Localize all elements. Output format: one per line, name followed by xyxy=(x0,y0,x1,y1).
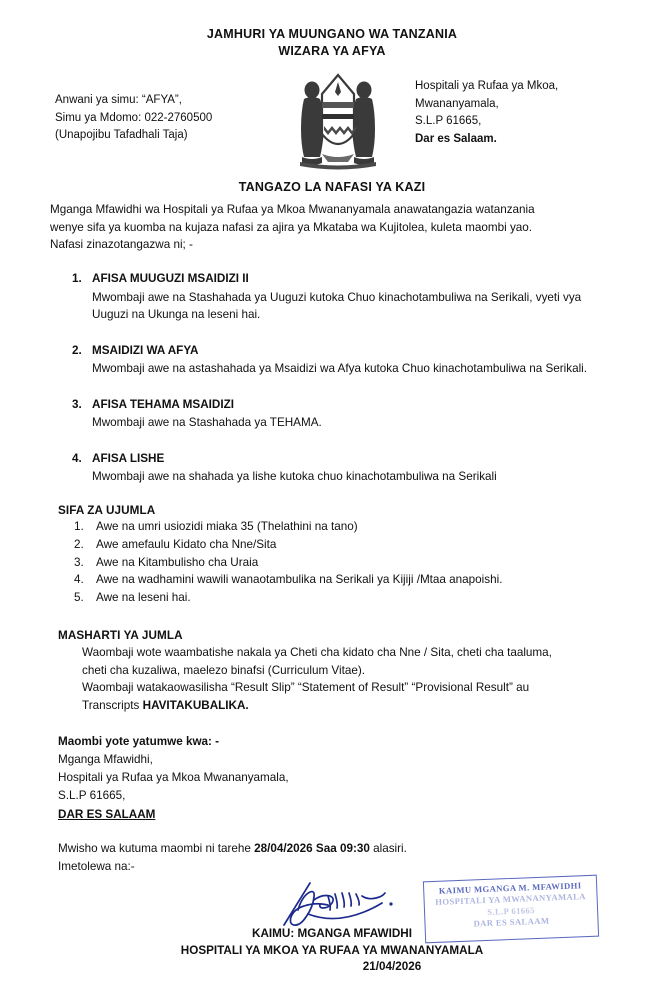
intro-line-3: Nafasi zinazotangazwa ni; - xyxy=(50,238,193,252)
deadline-datetime: 28/04/2026 Saa 09:30 xyxy=(254,841,370,855)
position-item xyxy=(0,270,664,324)
position-number: 3. xyxy=(72,397,82,411)
stamp-line-2: HOSPITALI YA MWANANYAMALA xyxy=(435,891,587,908)
position-title: AFISA MUUGUZI MSAIDIZI II xyxy=(92,272,249,286)
signatory-institution: HOSPITALI YA MKOA YA RUFAA YA MWANANYAMALA xyxy=(180,943,484,957)
application-address-city: DAR ES SALAAM xyxy=(58,807,156,821)
qualification-index: 1. xyxy=(74,520,84,534)
qualification-text: Awe amefaulu Kidato cha Nne/Sita xyxy=(96,537,277,551)
general-conditions-section xyxy=(0,629,664,715)
condition-paragraph-2-text: Waombaji watakaowasilisha “Result Slip” “Statement of Result” “Provisional Result” au Transcripts xyxy=(82,681,530,713)
condition-emphasis: HAVITAKUBALIKA. xyxy=(142,699,249,713)
general-conditions-body xyxy=(82,644,664,715)
hospital-city-line: Dar es Salaam. xyxy=(415,133,497,146)
application-address-line-3: S.L.P 61665, xyxy=(58,789,126,803)
signature-zone xyxy=(0,878,664,990)
qualification-index: 3. xyxy=(74,555,84,569)
signature-caption xyxy=(0,926,664,976)
issued-by-label: Imetolewa na:- xyxy=(58,859,135,873)
general-conditions-heading: MASHARTI YA JUMLA xyxy=(58,628,183,642)
notice-title: TANGAZO LA NAFASI YA KAZI xyxy=(238,179,426,194)
qualification-text: Awe na leseni hai. xyxy=(96,591,191,605)
letterhead-row xyxy=(0,72,664,170)
application-address-line-2: Hospitali ya Rufaa ya Mkoa Mwananyamala, xyxy=(58,771,289,785)
intro-line-2: wenye sifa ya kuomba na kujaza nafasi za ajira ya Mkataba wa Kujitolea, kuleta maombi yao. xyxy=(50,220,533,234)
application-address-line-1: Mganga Mfawidhi, xyxy=(58,753,153,767)
position-description: Mwombaji awe na astashahada ya Msaidizi wa Afya kutoka Chuo kinachotambuliwa na Serikali. xyxy=(92,362,588,376)
qualification-item xyxy=(0,518,664,536)
ministry-title: WIZARA YA AFYA xyxy=(278,43,386,58)
signatory-title: KAIMU: MGANGA MFAWIDHI xyxy=(252,926,412,940)
position-description: Mwombaji awe na Stashahada ya Uuguzi kutoka Chuo kinachotambuliwa na Serikali, vyeti vya Uuguzi na Ukunga na leseni hai. xyxy=(92,290,582,322)
reply-note-line: (Unapojibu Tafadhali Taja) xyxy=(55,129,188,142)
qualification-index: 4. xyxy=(74,573,84,587)
position-item xyxy=(0,396,664,432)
phone-line: Simu ya Mdomo: 022-2760500 xyxy=(55,111,213,124)
handwritten-signature-icon xyxy=(278,880,428,928)
qualification-text: Awe na Kitambulisho cha Uraia xyxy=(96,555,259,569)
signature-date: 21/04/2026 xyxy=(362,960,422,974)
condition-paragraph-1: Waombaji wote waambatishe nakala ya Cheti cha kidato cha Nne / Sita, cheti cha taaluma, cheti cha kuzaliwa, maelezo binafsi (Curriculum Vitae). xyxy=(82,645,552,677)
position-number: 2. xyxy=(72,343,82,357)
position-number: 1. xyxy=(72,272,82,286)
position-item xyxy=(0,450,664,486)
positions-list xyxy=(0,270,664,486)
stamp-line-3: S.L.P 61665 xyxy=(487,904,536,917)
deadline-line xyxy=(58,840,664,858)
hospital-address-block xyxy=(415,78,558,149)
general-qualifications-heading: SIFA ZA UJUMLA xyxy=(58,504,156,518)
condition-paragraph-2 xyxy=(82,679,554,715)
qualification-item xyxy=(0,571,664,589)
qualification-text: Awe na umri usiozidi miaka 35 (Thelathini na tano) xyxy=(96,520,358,534)
stamp-line-1: KAIMU MGANGA M. MFAWIDHI xyxy=(438,880,582,896)
qualification-text: Awe na wadhamini wawili wanaotambulika na Serikali ya Kijiji /Mtaa anapoishi. xyxy=(96,573,503,587)
country-title: JAMHURI YA MUUNGANO WA TANZANIA xyxy=(206,27,458,41)
qualification-item xyxy=(0,554,664,572)
qualification-item xyxy=(0,589,664,607)
intro-line-1: Mganga Mfawidhi wa Hospitali ya Rufaa ya Mkoa Mwananyamala anawatangazia watanzania xyxy=(50,202,535,216)
deadline-block xyxy=(58,840,664,876)
general-qualifications-section xyxy=(0,504,664,607)
ministry-header xyxy=(0,0,664,60)
qualification-index: 5. xyxy=(74,591,84,605)
notice-intro xyxy=(50,201,614,254)
qualification-index: 2. xyxy=(74,537,84,551)
qualification-item xyxy=(0,536,664,554)
stamp-line-4: DAR ES SALAAM xyxy=(473,915,550,929)
hospital-locality-line: Mwananyamala, xyxy=(415,97,499,110)
position-number: 4. xyxy=(72,451,82,465)
position-title: AFISA LISHE xyxy=(92,451,165,465)
general-qualifications-list xyxy=(0,518,664,607)
tanzania-coat-of-arms-icon xyxy=(292,72,384,170)
deadline-suffix: alasiri. xyxy=(369,841,407,855)
position-title: AFISA TEHAMA MSAIDIZI xyxy=(92,397,234,411)
telegraphic-address-line: Anwani ya simu: “AFYA”, xyxy=(55,93,182,106)
hospital-pobox-line: S.L.P 61665, xyxy=(415,115,482,128)
position-title: MSAIDIZI WA AFYA xyxy=(92,343,199,357)
hospital-name-line: Hospitali ya Rufaa ya Mkoa, xyxy=(415,79,559,92)
position-item xyxy=(0,342,664,378)
application-address-block xyxy=(58,733,664,824)
telegraphic-address-block xyxy=(55,92,212,145)
position-description: Mwombaji awe na Stashahada ya TEHAMA. xyxy=(92,416,322,430)
position-description: Mwombaji awe na shahada ya lishe kutoka chuo kinachotambuliwa na Serikali xyxy=(92,470,497,484)
deadline-prefix: Mwisho wa kutuma maombi ni tarehe xyxy=(58,841,255,855)
application-address-heading: Maombi yote yatumwe kwa: - xyxy=(58,735,220,749)
